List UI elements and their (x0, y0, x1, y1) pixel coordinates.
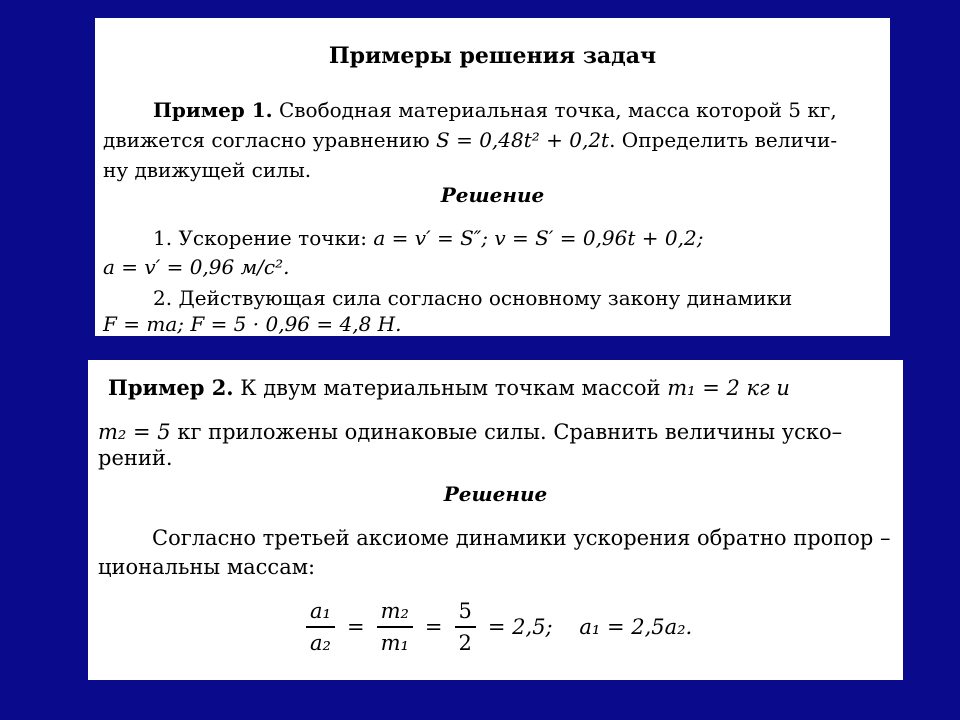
acceleration-ratio-formula (300, 598, 698, 656)
example-2-text-2: кг приложены одинаковые силы. Сравнить величины уско– (170, 420, 843, 444)
example-1-line-2 (103, 128, 837, 152)
acceleration-value: a = v′ = 0,96 м/с². (103, 255, 290, 279)
fraction-numerator: 5 (455, 598, 476, 628)
solution-heading-2: Решение (443, 482, 548, 506)
example-1-line-1 (153, 98, 837, 122)
example-2-card (88, 360, 903, 680)
fraction-5-2 (455, 598, 476, 656)
fraction-denominator: 2 (458, 631, 472, 655)
example-1-text-2-tail: . Определить величи- (609, 128, 838, 152)
example-2-line-1 (108, 376, 790, 400)
example-1-label: Пример 1. (153, 98, 273, 122)
force-result: F = ma; F = 5 · 0,96 = 4,8 Н. (103, 312, 402, 336)
solution-heading-1: Решение (440, 183, 545, 207)
example-1-card (95, 18, 890, 336)
fraction-numerator: m₂ (377, 598, 413, 628)
motion-equation: S = 0,48t² + 0,2t (436, 128, 610, 152)
example-1-line-3: ну движущей силы. (103, 158, 312, 182)
solution-1-step-1 (153, 226, 703, 250)
equals-sign: = (424, 615, 443, 639)
page-title: Примеры решения задач (328, 43, 657, 69)
solution-1-step-2: 2. Действующая сила согласно основному закону динамики (153, 286, 793, 310)
example-1-text-1: Свободная материальная точка, масса которой 5 кг, (272, 98, 837, 122)
example-1-text-2: движется согласно уравнению (103, 128, 437, 152)
solution-2-text-1: Согласно третьей аксиоме динамики ускорения обратно пропор – (152, 526, 891, 550)
step-1-text: 1. Ускорение точки: (153, 226, 374, 250)
example-2-text-1: К двум материальным точкам массой (233, 376, 668, 400)
example-2-line-2 (98, 420, 842, 444)
acceleration-formula: a = v′ = S″; v = S′ = 0,96t + 0,2; (373, 226, 704, 250)
fraction-denominator: m₁ (380, 631, 409, 655)
mass-1: m₁ = 2 кг и (667, 376, 790, 400)
fraction-denominator: a₂ (310, 631, 331, 655)
example-2-label: Пример 2. (108, 375, 234, 400)
fraction-a1-a2 (306, 598, 335, 656)
fraction-m2-m1 (377, 598, 413, 656)
fraction-numerator: a₁ (306, 598, 335, 628)
equals-sign: = (346, 615, 365, 639)
ratio-result: = 2,5; a₁ = 2,5a₂. (487, 615, 693, 639)
example-2-line-3: рений. (98, 446, 173, 470)
mass-2: m₂ = 5 (98, 420, 171, 444)
solution-2-text-2: циональны массам: (98, 555, 316, 579)
